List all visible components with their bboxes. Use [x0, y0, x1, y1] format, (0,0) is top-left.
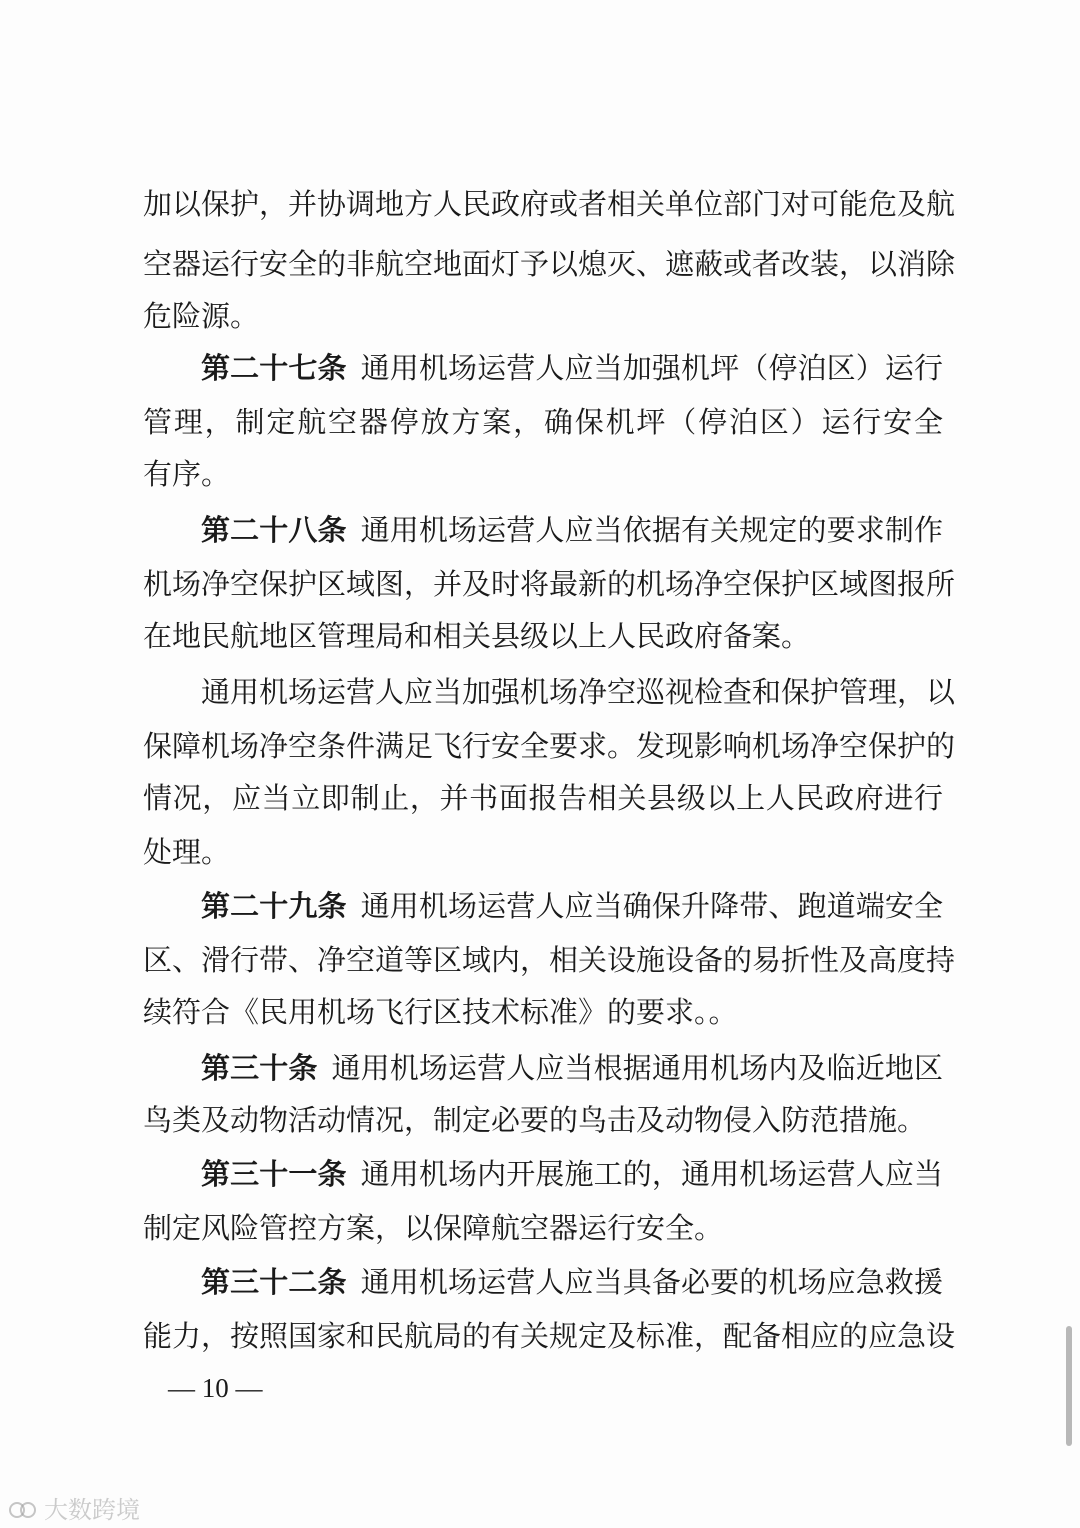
text-line: 能力，按照国家和民航局的有关规定及标准，配备相应的应急设 [143, 1319, 956, 1353]
article-line: 第二十九条 通用机场运营人应当确保升降带、跑道端安全 [201, 889, 943, 923]
text-line: 处理。 [143, 835, 231, 869]
watermark [8, 1490, 140, 1525]
article-line: 第二十七条 通用机场运营人应当加强机坪（停泊区）运行 [201, 351, 943, 385]
article-line: 第二十八条 通用机场运营人应当依据有关规定的要求制作 [201, 513, 943, 547]
text-line: 机场净空保护区域图，并及时将最新的机场净空保护区域图报所 [143, 567, 956, 601]
article-heading: 第三十条 [201, 1051, 318, 1085]
scrollbar-thumb[interactable] [1066, 1326, 1072, 1446]
article-heading: 第二十九条 [201, 889, 347, 923]
text-line: 情况，应当立即制止，并书面报告相关县级以上人民政府进行 [143, 781, 943, 815]
watermark-text: 大数跨境 [44, 1496, 140, 1524]
page-number: — 10 — [168, 1373, 263, 1403]
watermark-logo-icon [8, 1498, 38, 1522]
text-line: 保障机场净空条件满足飞行安全要求。发现影响机场净空保护的 [143, 729, 956, 763]
text-line: 在地民航地区管理局和相关县级以上人民政府备案。 [143, 619, 811, 653]
text-line: 通用机场运营人应当加强机场净空巡视检查和保护管理，以 [201, 675, 956, 709]
text-line: 有序。 [143, 457, 231, 491]
text-line: 加以保护，并协调地方人民政府或者相关单位部门对可能危及航 [143, 187, 956, 221]
text-line: 区、滑行带、净空道等区域内，相关设施设备的易折性及高度持 [143, 943, 956, 977]
article-line: 第三十二条 通用机场运营人应当具备必要的机场应急救援 [201, 1265, 943, 1299]
article-line: 第三十条 通用机场运营人应当根据通用机场内及临近地区 [201, 1051, 943, 1085]
article-heading: 第三十二条 [201, 1265, 347, 1299]
article-heading: 第三十一条 [201, 1157, 347, 1191]
text-line: 续符合《民用机场飞行区技术标准》的要求。。 [143, 995, 738, 1029]
text-line: 管理，制定航空器停放方案，确保机坪（停泊区）运行安全 [143, 405, 943, 439]
article-line: 第三十一条 通用机场内开展施工的，通用机场运营人应当 [201, 1157, 943, 1191]
text-line: 危险源。 [143, 299, 260, 333]
article-heading: 第二十七条 [201, 351, 347, 385]
article-heading: 第二十八条 [201, 513, 347, 547]
text-line: 鸟类及动物活动情况，制定必要的鸟击及动物侵入防范措施。 [143, 1103, 927, 1137]
text-line: 空器运行安全的非航空地面灯予以熄灭、遮蔽或者改装，以消除 [143, 247, 956, 281]
text-line: 制定风险管控方案，以保障航空器运行安全。 [143, 1211, 724, 1245]
